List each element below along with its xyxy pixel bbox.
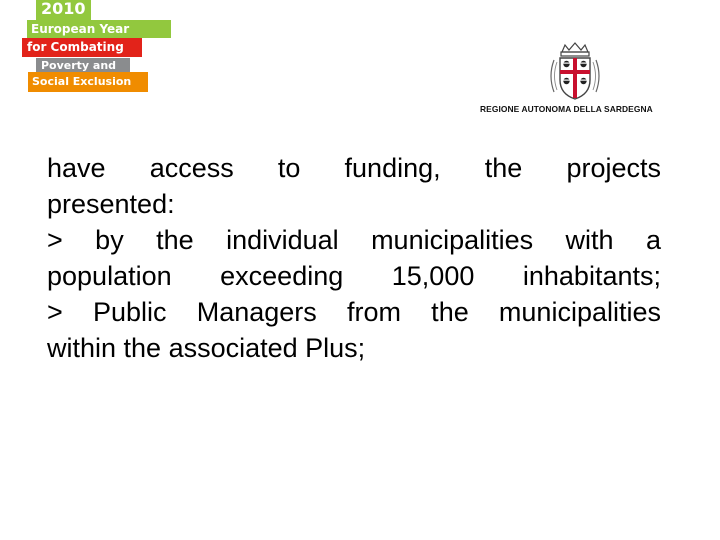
crest-cross-horizontal [560,70,590,74]
european-year-2010-logo [22,0,152,96]
logo-line-for-combating: for Combating [22,38,142,57]
logo-line-european-year: European Year [27,20,171,38]
logo-line-social-exclusion: Social Exclusion [28,72,148,92]
region-name: REGIONE AUTONOMA DELLA SARDEGNA [480,104,653,114]
text-line: > by the individual municipalities with a [47,225,661,255]
crest-cross-vertical [573,58,577,98]
slide-body-text [47,150,661,366]
text-line: population exceeding 15,000 inhabitants; [47,261,661,291]
text-line: presented: [47,189,175,219]
logo-year: 2010 [36,0,91,21]
text-line: > Public Managers from the municipalities [47,297,661,327]
sardinia-crest-icon [546,42,604,102]
text-line: have access to funding, the projects [47,153,661,183]
logo-line-poverty-and: Poverty and [36,58,130,74]
text-line: within the associated Plus; [47,333,366,363]
